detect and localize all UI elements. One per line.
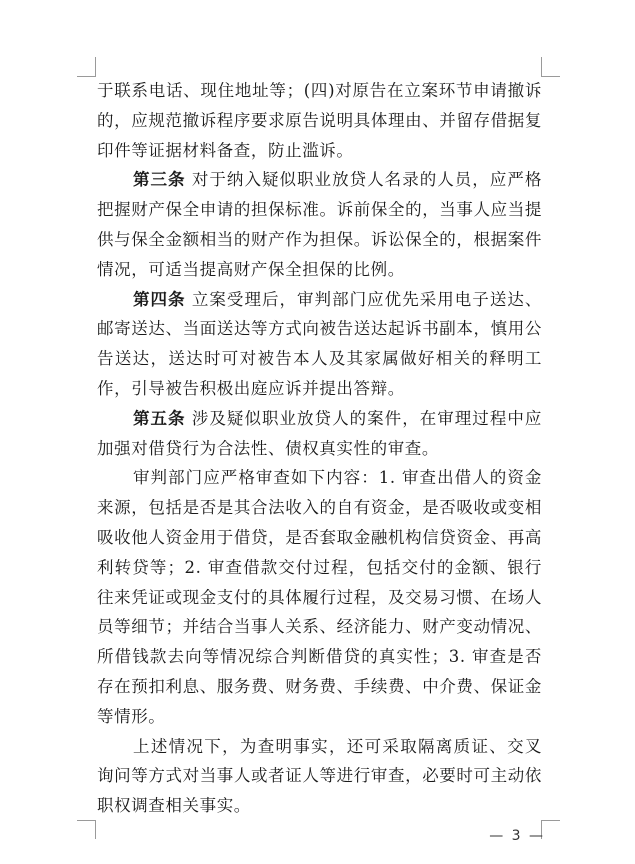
paragraph-investigation xyxy=(97,732,542,821)
paragraph-text: 于联系电话、现住地址等；(四)对原告在立案环节申请撤诉的，应规范撤诉程序要求原告说明具体理由、并留存借据复印件等证据材料备查，防止滥诉。 xyxy=(97,81,542,160)
crop-mark-top-left xyxy=(77,76,96,77)
article-heading: 第四条 xyxy=(133,289,186,309)
article-heading: 第五条 xyxy=(133,408,186,428)
page-number: — 3 — xyxy=(489,828,545,844)
paragraph-text: 审判部门应严格审查如下内容：1. 审查出借人的资金来源，包括是否是其合法收入的自有资金，是否吸收或变相吸收他人资金用于借贷，是否套取金融机构信贷资金、再高利转贷等；2. 审查借款交付过程，包括交付的金额、银行往来凭证或现金支付的具体履行过程，及交易习惯、在场人员等细节；并结合当事人关系、经济能力、财产变动情况、所借钱款去向等情况综合判断借贷的真实性；3. 审查是否存在预扣利息、服务费、财务费、手续费、中介费、保证金等情形。 xyxy=(97,468,542,726)
paragraph-text: 上述情况下，为查明事实，还可采取隔离质证、交叉询问等方式对当事人或者证人等进行审查，必要时可主动依职权调查相关事实。 xyxy=(97,736,542,816)
crop-mark-bottom-right xyxy=(541,820,560,821)
paragraph-text: 涉及疑似职业放贷人的案件，在审理过程中应加强对借贷行为合法性、债权真实性的审查。 xyxy=(97,408,542,458)
body-text xyxy=(97,76,542,821)
crop-mark-top-right xyxy=(541,57,542,76)
paragraph xyxy=(97,76,542,165)
paragraph-review-items xyxy=(97,463,542,731)
paragraph-article-3 xyxy=(97,165,542,284)
paragraph-text: 立案受理后，审判部门应优先采用电子送达、邮寄送达、当面送达等方式向被告送达起诉书副本，慎用公告送达，送达时可对被告本人及其家属做好相关的释明工作，引导被告积极出庭应诉并提出答辩。 xyxy=(97,289,542,398)
crop-mark-bottom-left xyxy=(77,820,96,821)
article-heading: 第三条 xyxy=(133,170,186,190)
crop-mark-top-right xyxy=(541,76,560,77)
crop-mark-bottom-left xyxy=(95,820,96,839)
paragraph-article-4 xyxy=(97,285,542,404)
paragraph-text: 对于纳入疑似职业放贷人名录的人员，应严格把握财产保全申请的担保标准。诉前保全的，当事人应当提供与保全金额相当的财产作为担保。诉讼保全的，根据案件情况，可适当提高财产保全担保的比例。 xyxy=(97,170,542,279)
paragraph-article-5 xyxy=(97,404,542,464)
crop-mark-top-left xyxy=(95,57,96,76)
